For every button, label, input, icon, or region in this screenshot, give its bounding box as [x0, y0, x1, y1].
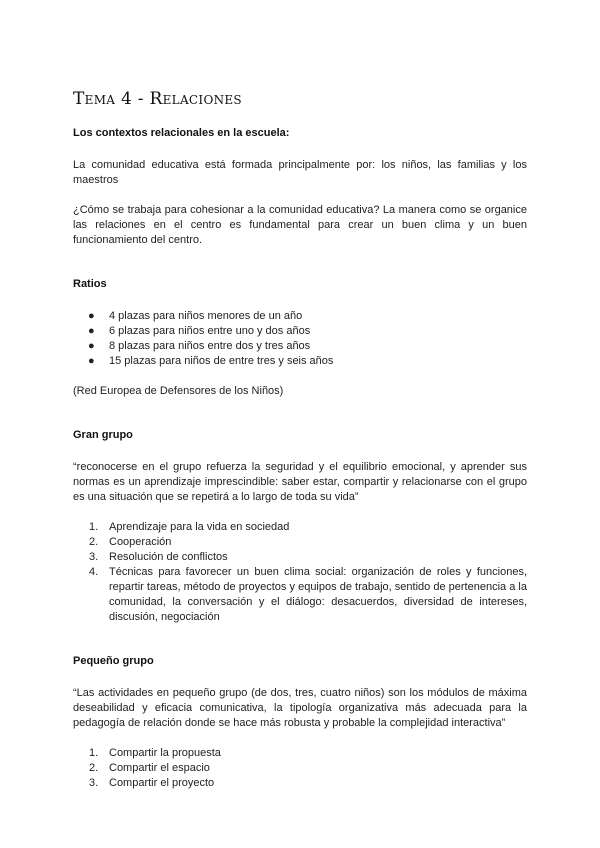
section-heading-ratios: Ratios: [73, 278, 107, 290]
list-item-text: 15 plazas para niños de entre tres y seis años: [109, 355, 334, 367]
list-item-text: Compartir el espacio: [109, 762, 210, 774]
spacer: [73, 640, 527, 654]
list-item: [73, 520, 527, 535]
list-item: [73, 324, 527, 339]
section-heading-gran-grupo: Gran grupo: [73, 429, 133, 441]
bullet-icon: ●: [88, 340, 95, 352]
spacer: [73, 414, 527, 428]
list-item-text: 6 plazas para niños entre uno y dos años: [109, 325, 311, 337]
list-number: 2.: [89, 536, 99, 548]
list-item-text: Compartir el proyecto: [109, 777, 215, 789]
list-number: 1.: [89, 521, 99, 533]
section-heading-pequeno-grupo: Pequeño grupo: [73, 655, 154, 667]
bullet-icon: ●: [88, 325, 95, 337]
paragraph-cohesionar: ¿Cómo se trabaja para cohesionar a la comunidad educativa? La manera como se organice las relaciones en el centro es fundamental para crear un buen clima y un buen funcionamiento del centro.: [73, 204, 527, 246]
list-number: 3.: [89, 777, 99, 789]
list-item: [73, 354, 527, 369]
list-number: 1.: [89, 747, 99, 759]
list-number: 4.: [89, 566, 99, 578]
list-item-text: Cooperación: [109, 536, 172, 548]
ratios-source: (Red Europea de Defensores de los Niños): [73, 385, 284, 397]
list-item: [73, 550, 527, 565]
pequeno-grupo-list: [73, 746, 527, 791]
bullet-icon: ●: [88, 355, 95, 367]
page-title: Tema 4 - Relaciones: [73, 89, 242, 109]
list-item-text: Resolución de conflictos: [109, 551, 228, 563]
list-item: [73, 339, 527, 354]
list-number: 3.: [89, 551, 99, 563]
list-number: 2.: [89, 762, 99, 774]
ratios-list: [73, 309, 527, 369]
list-item-text: Aprendizaje para la vida en sociedad: [109, 521, 290, 533]
list-item-text: 8 plazas para niños entre dos y tres años: [109, 340, 311, 352]
section-heading-contextos: Los contextos relacionales en la escuela:: [73, 127, 290, 139]
list-item: [73, 761, 527, 776]
list-item: [73, 776, 527, 791]
list-item: [73, 535, 527, 550]
paragraph-comunidad: La comunidad educativa está formada principalmente por: los niños, las familias y los maestros: [73, 159, 527, 186]
list-item: [73, 565, 527, 625]
list-item-text: 4 plazas para niños menores de un año: [109, 310, 303, 322]
list-item-text: Técnicas para favorecer un buen clima social: organización de roles y funciones, repartir tareas, método de proyectos y equipos de trabajo, sentido de pertenencia a la comunidad, la conversación y el diálogo: desacuerdos, diversidad de intereses, discusión, negociación: [109, 566, 527, 623]
quote-gran-grupo: “reconocerse en el grupo refuerza la seguridad y el equilibrio emocional, y aprender sus normas es un aprendizaje imprescindible: saber estar, compartir y relacionarse con el grupo es una situación que se repetirá a lo largo de toda su vida”: [73, 461, 527, 503]
bullet-icon: ●: [88, 310, 95, 322]
spacer: [73, 263, 527, 277]
quote-pequeno-grupo: “Las actividades en pequeño grupo (de dos, tres, cuatro niños) son los módulos de máxima deseabilidad y eficacia comunicativa, la tipología organizativa más adecuada para la pedagogía de relación donde se hace más robusta y probable la complejidad interactiva”: [73, 687, 527, 729]
list-item: [73, 309, 527, 324]
list-item: [73, 746, 527, 761]
list-item-text: Compartir la propuesta: [109, 747, 221, 759]
gran-grupo-list: [73, 520, 527, 625]
document-page: [73, 88, 527, 806]
